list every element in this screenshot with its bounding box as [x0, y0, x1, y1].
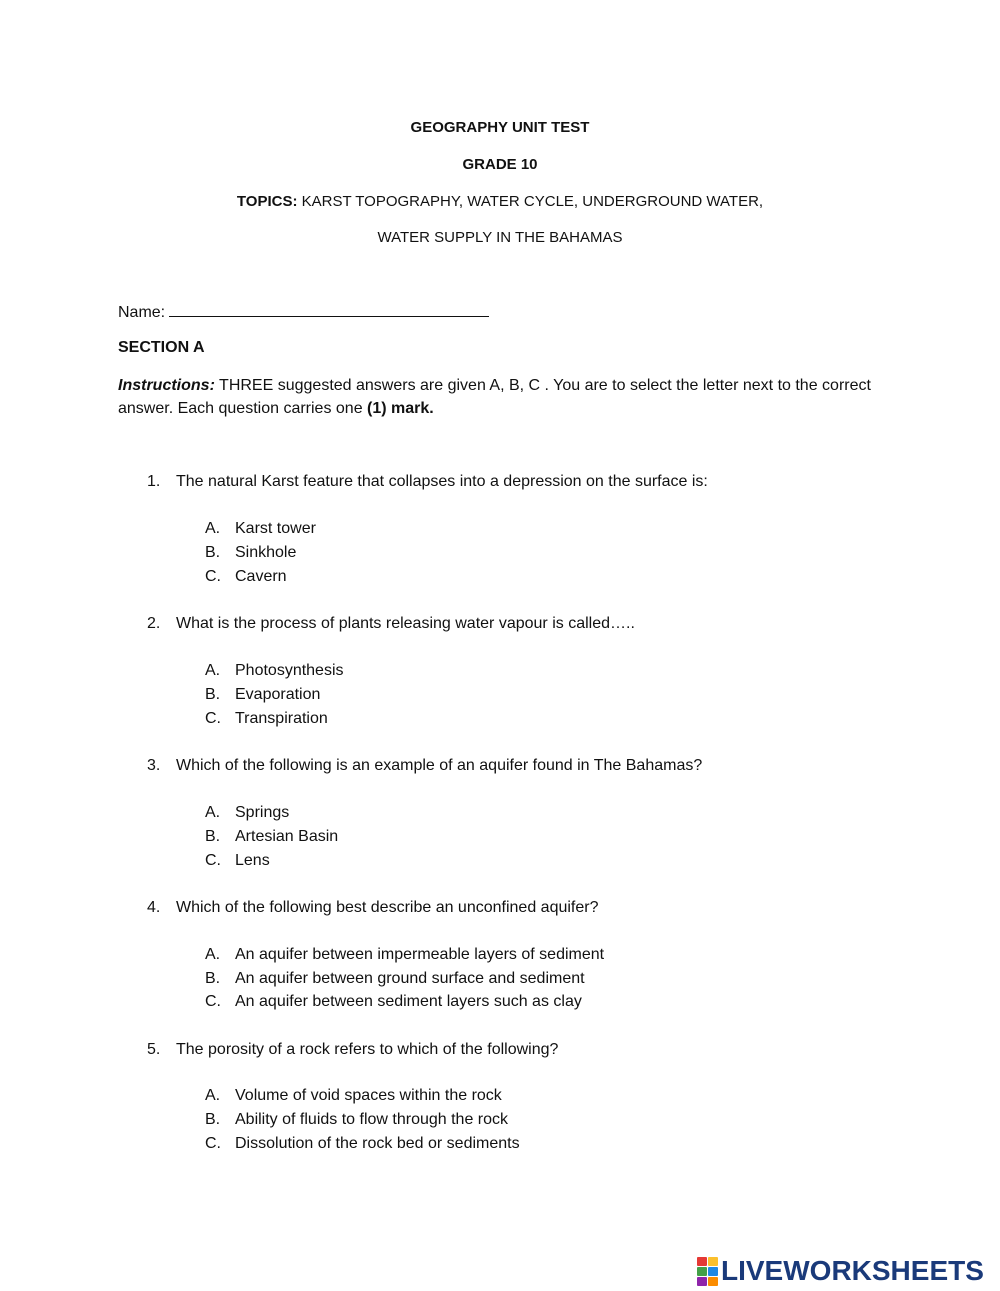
- q4-option-a-letter: A.: [205, 946, 221, 963]
- q5-option-c-letter: C.: [205, 1135, 221, 1152]
- question-3-text: Which of the following is an example of an aquifer found in The Bahamas?: [176, 757, 703, 774]
- q5-option-c[interactable]: Dissolution of the rock bed or sediments: [235, 1135, 520, 1152]
- topics-text-1: KARST TOPOGRAPHY, WATER CYCLE, UNDERGROUND WATER,: [297, 193, 764, 210]
- q3-option-b-letter: B.: [205, 828, 221, 845]
- question-2-number: 2.: [147, 615, 161, 632]
- grade-label: GRADE 10: [462, 156, 538, 173]
- question-4-text: Which of the following best describe an unconfined aquifer?: [176, 899, 599, 916]
- logo-block-1: [697, 1257, 707, 1266]
- q4-option-b-letter: B.: [205, 970, 221, 987]
- test-title: GEOGRAPHY UNIT TEST: [410, 119, 590, 136]
- topics-label: TOPICS:: [236, 193, 298, 210]
- q1-option-b[interactable]: Sinkhole: [235, 544, 297, 561]
- question-5-text: The porosity of a rock refers to which of the following?: [176, 1041, 559, 1058]
- name-label: Name:: [118, 304, 166, 321]
- q1-option-c[interactable]: Cavern: [235, 568, 287, 585]
- liveworksheets-wordmark: LIVEWORKSHEETS: [721, 1255, 984, 1286]
- topics-line-2: WATER SUPPLY IN THE BAHAMAS: [377, 229, 623, 246]
- section-title: SECTION A: [118, 339, 205, 356]
- q3-option-a-letter: A.: [205, 804, 221, 821]
- q3-option-a[interactable]: Springs: [235, 804, 290, 821]
- q2-option-c[interactable]: Transpiration: [235, 710, 328, 727]
- question-1-text: The natural Karst feature that collapses into a depression on the surface is:: [176, 473, 708, 490]
- q5-option-b[interactable]: Ability of fluids to flow through the rock: [235, 1111, 509, 1128]
- question-5-number: 5.: [147, 1041, 161, 1058]
- q5-option-b-letter: B.: [205, 1111, 221, 1128]
- logo-block-3: [697, 1267, 707, 1276]
- instructions: [118, 374, 898, 420]
- q2-option-c-letter: C.: [205, 710, 221, 727]
- question-2-text: What is the process of plants releasing water vapour is called…..: [176, 615, 635, 632]
- liveworksheets-icon: [697, 1257, 718, 1286]
- logo-block-4: [708, 1267, 718, 1276]
- question-3-number: 3.: [147, 757, 161, 774]
- logo-block-2: [708, 1257, 718, 1266]
- q4-option-c[interactable]: An aquifer between sediment layers such as clay: [235, 993, 582, 1010]
- liveworksheets-logo: [697, 1257, 984, 1285]
- question-4-number: 4.: [147, 899, 161, 916]
- instructions-marks: (1) mark.: [367, 400, 434, 417]
- name-field[interactable]: [169, 300, 489, 317]
- instructions-text: THREE suggested answers are given A, B, C . You are to select the letter next to the correct answer. Each question carries one: [118, 377, 871, 417]
- q1-option-b-letter: B.: [205, 544, 221, 561]
- q4-option-c-letter: C.: [205, 993, 221, 1010]
- topics-line-1: [0, 192, 1000, 212]
- q2-option-b[interactable]: Evaporation: [235, 686, 321, 703]
- logo-block-5: [697, 1277, 707, 1286]
- q5-option-a-letter: A.: [205, 1087, 221, 1104]
- q3-option-c-letter: C.: [205, 852, 221, 869]
- q2-option-b-letter: B.: [205, 686, 221, 703]
- q1-option-c-letter: C.: [205, 568, 221, 585]
- q2-option-a-letter: A.: [205, 662, 221, 679]
- q3-option-c[interactable]: Lens: [235, 852, 270, 869]
- q1-option-a[interactable]: Karst tower: [235, 520, 316, 537]
- name-row: [118, 300, 489, 324]
- q5-option-a[interactable]: Volume of void spaces within the rock: [235, 1087, 502, 1104]
- instructions-label: Instructions:: [118, 377, 215, 394]
- question-1-number: 1.: [147, 473, 161, 490]
- q2-option-a[interactable]: Photosynthesis: [235, 662, 344, 679]
- q4-option-b[interactable]: An aquifer between ground surface and sediment: [235, 970, 585, 987]
- q3-option-b[interactable]: Artesian Basin: [235, 828, 339, 845]
- logo-block-6: [708, 1277, 718, 1286]
- q1-option-a-letter: A.: [205, 520, 221, 537]
- q4-option-a[interactable]: An aquifer between impermeable layers of sediment: [235, 946, 605, 963]
